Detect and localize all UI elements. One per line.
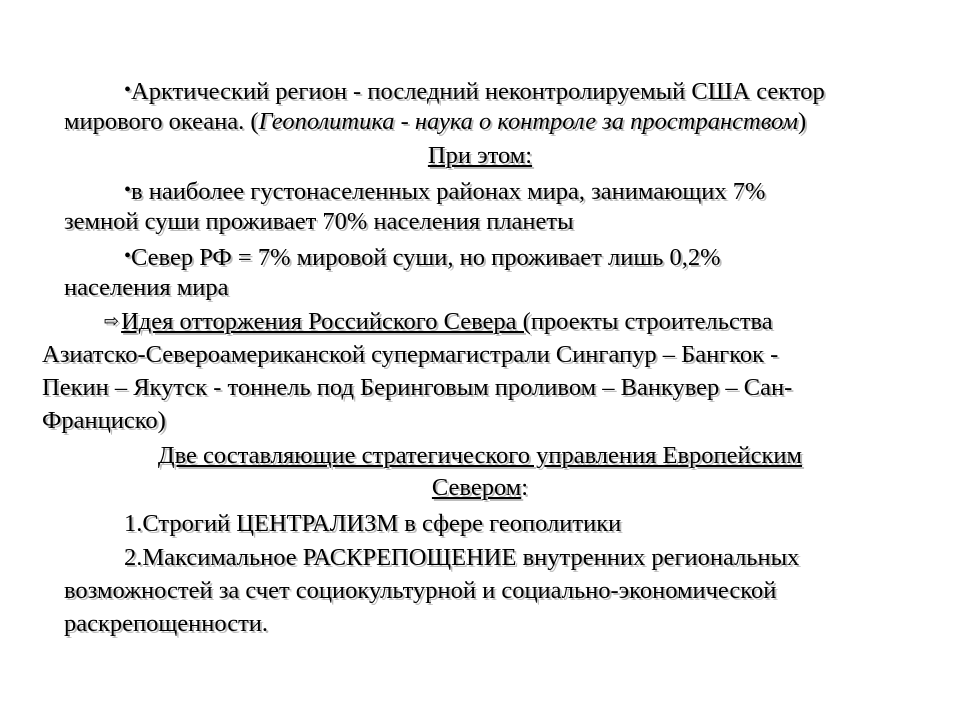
bullet-3-line-1: •Север РФ = 7% мировой суши, но проживает лишь 0,2% [124,244,721,271]
idea-line-4: Франциско) [42,407,166,434]
bullet-icon: • [124,245,132,267]
list-item-2-line-1: 2.Максимальное РАСКРЕПОЩЕНИЕ внутренних региональных [124,544,800,571]
bullet-2-line-1: •в наиболее густонаселенных районах мира, занимающих 7% [124,178,766,205]
list-item-2-line-2: возможностей за счет социокультурной и социально-экономической [64,577,777,604]
bullet-icon: • [124,79,132,101]
bullet-3-line-2: населения мира [64,274,229,301]
arrow-right-icon: ⇨ [104,311,120,332]
idea-line-2: Азиатско-Североамериканской супермагистрали Сингапур – Бангкок - [42,341,779,368]
idea-line-1: ⇨Идея отторжения Российского Севера (проекты строительства [104,306,773,339]
bullet-1-line-1: •Арктический регион - последний неконтролируемый США сектор [124,78,825,105]
list-item-1: 1.Строгий ЦЕНТРАЛИЗМ в сфере геополитики [124,510,622,537]
geopolitics-definition: Геополитика - наука о контроле за пространством [258,108,798,135]
idea-line-3: Пекин – Якутск - тоннель под Беринговым проливом – Ванкувер – Сан- [42,374,793,401]
bullet-1-line-2: мирового океана. (Геополитика - наука о контроле за пространством) [64,108,807,135]
bullet-icon: • [124,179,132,201]
bullet-2-line-2: земной суши проживает 70% населения планеты [64,208,574,235]
heading-two-components: Две составляющие стратегического управления Европейским [157,442,803,469]
list-item-2-line-3: раскрепощенности. [64,610,269,637]
heading-pri-etom: При этом: [427,142,533,169]
heading-two-components-line-2: Севером: [431,474,529,501]
